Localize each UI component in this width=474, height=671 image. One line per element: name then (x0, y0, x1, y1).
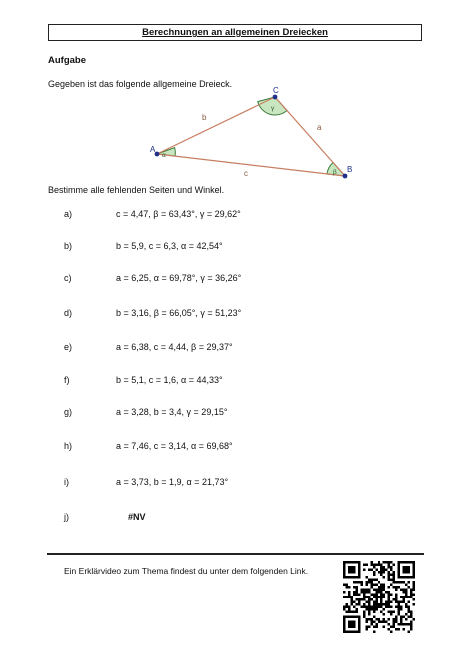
side-c-label: c (244, 169, 248, 178)
exercise-row (64, 477, 228, 487)
exercise-label: f) (64, 375, 70, 385)
angle-alpha-label: α (162, 152, 166, 159)
exercise-value: a = 3,73, b = 1,9, α = 21,73° (116, 477, 229, 487)
exercise-label: h) (64, 441, 73, 451)
exercise-row (64, 273, 241, 283)
triangle-figure (140, 84, 360, 184)
vertex-c-label: C (273, 86, 279, 95)
exercise-label: c) (64, 273, 72, 283)
exercise-row (64, 375, 223, 385)
side-b-line (157, 97, 275, 154)
exercise-row (64, 407, 227, 417)
exercise-value: b = 5,1, c = 1,6, α = 44,33° (116, 375, 223, 385)
angle-gamma-label: γ (271, 105, 275, 112)
exercise-label: g) (64, 407, 73, 417)
side-a-line (275, 97, 345, 176)
side-b-label: b (202, 113, 207, 122)
exercise-value: a = 6,25, α = 69,78°, γ = 36,26° (116, 273, 242, 283)
exercise-row (64, 441, 233, 451)
exercise-value: a = 6,38, c = 4,44, β = 29,37° (116, 342, 233, 352)
side-c-line (157, 154, 345, 176)
exercise-value: c = 4,47, β = 63,43°, γ = 29,62° (116, 209, 241, 219)
exercise-label: d) (64, 308, 73, 318)
exercise-row (64, 308, 241, 318)
exercise-row (64, 342, 233, 352)
exercise-value: a = 3,28, b = 3,4, γ = 29,15° (116, 407, 228, 417)
exercise-row (64, 209, 241, 219)
qr-code-icon[interactable] (343, 561, 415, 633)
vertex-b-label: B (347, 165, 353, 174)
exercise-label: j) (64, 512, 69, 522)
exercise-value: b = 3,16, β = 66,05°, γ = 51,23° (116, 308, 242, 318)
vertex-b-point (343, 174, 348, 179)
vertex-a-label: A (150, 145, 156, 154)
footer-text: Ein Erklärvideo zum Thema findest du unter dem folgenden Link. (64, 566, 309, 576)
exercise-label: a) (64, 209, 73, 219)
exercise-value: #NV (128, 512, 146, 522)
task-instruction: Bestimme alle fehlenden Seiten und Winkel. (48, 185, 225, 195)
footer-divider (47, 553, 424, 555)
page-title: Berechnungen an allgemeinen Dreiecken (142, 27, 328, 38)
section-heading: Aufgabe (48, 55, 86, 66)
title-box (48, 24, 422, 41)
intro-text: Gegeben ist das folgende allgemeine Dreieck. (48, 79, 233, 89)
exercise-row (64, 512, 146, 522)
exercise-row (64, 241, 223, 251)
side-a-label: a (317, 123, 322, 132)
exercise-label: b) (64, 241, 73, 251)
exercise-label: e) (64, 342, 73, 352)
exercise-label: i) (64, 477, 69, 487)
exercise-value: a = 7,46, c = 3,14, α = 69,68° (116, 441, 233, 451)
exercise-value: b = 5,9, c = 6,3, α = 42,54° (116, 241, 223, 251)
vertex-c-point (273, 95, 278, 100)
angle-beta-label: β (333, 169, 337, 176)
